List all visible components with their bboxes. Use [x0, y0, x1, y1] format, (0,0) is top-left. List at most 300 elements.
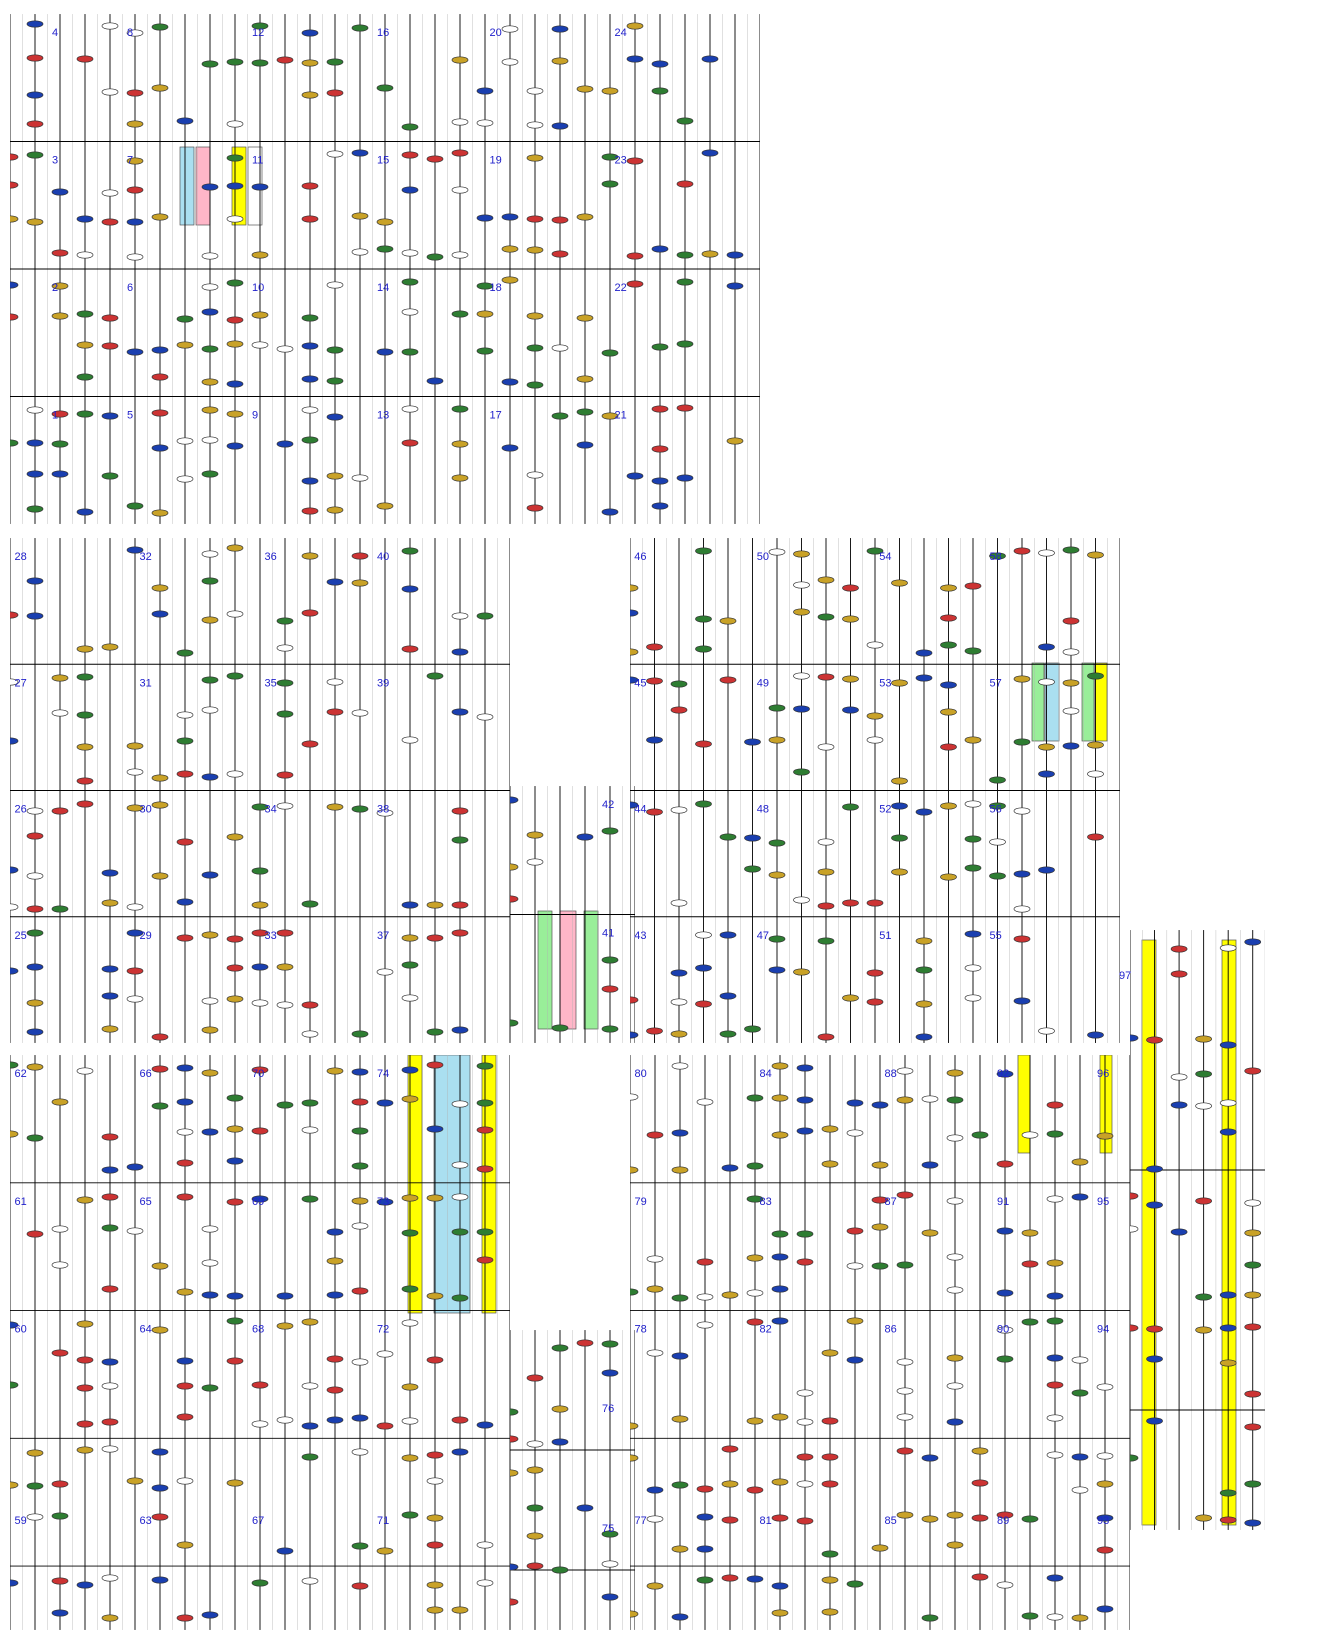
lane-marker[interactable]	[1014, 998, 1030, 1004]
lane-marker[interactable]	[720, 834, 736, 840]
lane-marker[interactable]	[527, 832, 543, 838]
lane-marker[interactable]	[1072, 1615, 1088, 1621]
lane-marker[interactable]	[102, 23, 118, 29]
lane-marker[interactable]	[52, 1099, 68, 1105]
lane-marker[interactable]	[1047, 1355, 1063, 1361]
lane-marker[interactable]	[352, 1288, 368, 1294]
lane-marker[interactable]	[177, 771, 193, 777]
lane-marker[interactable]	[794, 582, 810, 588]
lane-marker[interactable]	[647, 737, 663, 743]
lane-marker[interactable]	[502, 59, 518, 65]
lane-marker[interactable]	[602, 957, 618, 963]
lane-marker[interactable]	[997, 1290, 1013, 1296]
lane-marker[interactable]	[452, 311, 468, 317]
lane-marker[interactable]	[602, 181, 618, 187]
lane-marker[interactable]	[102, 1575, 118, 1581]
lane-marker[interactable]	[1147, 1166, 1163, 1172]
lane-marker[interactable]	[402, 1418, 418, 1424]
lane-marker[interactable]	[696, 801, 712, 807]
lane-marker[interactable]	[947, 1135, 963, 1141]
panel-bottom-center[interactable]	[510, 1330, 635, 1630]
lane-marker[interactable]	[892, 869, 908, 875]
lane-marker[interactable]	[892, 580, 908, 586]
lane-marker[interactable]	[872, 1545, 888, 1551]
lane-marker[interactable]	[352, 25, 368, 31]
lane-marker[interactable]	[552, 217, 568, 223]
lane-marker[interactable]	[630, 1423, 638, 1429]
lane-marker[interactable]	[477, 348, 493, 354]
lane-marker[interactable]	[10, 968, 18, 974]
lane-marker[interactable]	[302, 437, 318, 443]
lane-marker[interactable]	[652, 478, 668, 484]
lane-marker[interactable]	[177, 1289, 193, 1295]
lane-marker[interactable]	[822, 1577, 838, 1583]
lane-marker[interactable]	[916, 938, 932, 944]
lane-marker[interactable]	[52, 675, 68, 681]
lane-marker[interactable]	[672, 1295, 688, 1301]
lane-marker[interactable]	[10, 182, 18, 188]
lane-marker[interactable]	[277, 964, 293, 970]
lane-marker[interactable]	[1220, 1360, 1236, 1366]
lane-marker[interactable]	[202, 379, 218, 385]
lane-marker[interactable]	[302, 1454, 318, 1460]
lane-marker[interactable]	[1072, 1390, 1088, 1396]
lane-marker[interactable]	[1245, 1068, 1261, 1074]
lane-marker[interactable]	[377, 1351, 393, 1357]
lane-marker[interactable]	[972, 1132, 988, 1138]
lane-marker[interactable]	[990, 777, 1006, 783]
lane-marker[interactable]	[797, 1259, 813, 1265]
lane-marker[interactable]	[227, 59, 243, 65]
lane-marker[interactable]	[227, 834, 243, 840]
lane-marker[interactable]	[1072, 1357, 1088, 1363]
lane-marker[interactable]	[671, 807, 687, 813]
lane-marker[interactable]	[177, 1129, 193, 1135]
lane-marker[interactable]	[452, 1417, 468, 1423]
lane-marker[interactable]	[52, 313, 68, 319]
lane-marker[interactable]	[127, 743, 143, 749]
lane-marker[interactable]	[327, 679, 343, 685]
lane-marker[interactable]	[647, 644, 663, 650]
lane-marker[interactable]	[177, 316, 193, 322]
lane-marker[interactable]	[527, 122, 543, 128]
lane-marker[interactable]	[327, 507, 343, 513]
lane-marker[interactable]	[552, 1567, 568, 1573]
lane-marker[interactable]	[1039, 679, 1055, 685]
lane-marker[interactable]	[402, 902, 418, 908]
lane-marker[interactable]	[452, 1194, 468, 1200]
lane-marker[interactable]	[947, 1512, 963, 1518]
lane-marker[interactable]	[352, 580, 368, 586]
lane-marker[interactable]	[202, 1027, 218, 1033]
lane-marker[interactable]	[696, 741, 712, 747]
lane-marker[interactable]	[922, 1615, 938, 1621]
lane-marker[interactable]	[102, 1225, 118, 1231]
lane-marker[interactable]	[1245, 1391, 1261, 1397]
lane-marker[interactable]	[27, 808, 43, 814]
lane-marker[interactable]	[965, 865, 981, 871]
lane-marker[interactable]	[1171, 971, 1187, 977]
lane-marker[interactable]	[177, 118, 193, 124]
lane-marker[interactable]	[352, 150, 368, 156]
lane-marker[interactable]	[102, 870, 118, 876]
lane-marker[interactable]	[52, 1262, 68, 1268]
lane-marker[interactable]	[652, 61, 668, 67]
lane-marker[interactable]	[527, 1467, 543, 1473]
lane-marker[interactable]	[1063, 649, 1079, 655]
lane-marker[interactable]	[277, 1102, 293, 1108]
lane-marker[interactable]	[1047, 1382, 1063, 1388]
lane-marker[interactable]	[671, 999, 687, 1005]
lane-marker[interactable]	[997, 1356, 1013, 1362]
lane-marker[interactable]	[1147, 1037, 1163, 1043]
lane-marker[interactable]	[769, 737, 785, 743]
lane-marker[interactable]	[152, 445, 168, 451]
lane-marker[interactable]	[202, 61, 218, 67]
lane-marker[interactable]	[327, 1417, 343, 1423]
lane-marker[interactable]	[227, 1358, 243, 1364]
lane-marker[interactable]	[1245, 939, 1261, 945]
lane-marker[interactable]	[252, 1000, 268, 1006]
lane-marker[interactable]	[647, 1028, 663, 1034]
lane-marker[interactable]	[972, 1574, 988, 1580]
lane-marker[interactable]	[402, 187, 418, 193]
lane-marker[interactable]	[897, 1448, 913, 1454]
lane-marker[interactable]	[327, 709, 343, 715]
lane-marker[interactable]	[1147, 1202, 1163, 1208]
lane-marker[interactable]	[102, 1026, 118, 1032]
lane-marker[interactable]	[402, 124, 418, 130]
lane-marker[interactable]	[52, 808, 68, 814]
lane-marker[interactable]	[202, 437, 218, 443]
lane-marker[interactable]	[202, 1260, 218, 1266]
lane-marker[interactable]	[27, 906, 43, 912]
lane-marker[interactable]	[1047, 1452, 1063, 1458]
lane-marker[interactable]	[872, 1263, 888, 1269]
lane-marker[interactable]	[702, 56, 718, 62]
lane-marker[interactable]	[847, 1100, 863, 1106]
lane-marker[interactable]	[997, 1582, 1013, 1588]
lane-marker[interactable]	[377, 219, 393, 225]
lane-marker[interactable]	[1047, 1318, 1063, 1324]
lane-marker[interactable]	[1072, 1194, 1088, 1200]
lane-marker[interactable]	[1014, 906, 1030, 912]
lane-marker[interactable]	[702, 251, 718, 257]
lane-marker[interactable]	[1088, 742, 1104, 748]
lane-marker[interactable]	[177, 1542, 193, 1548]
lane-marker[interactable]	[696, 965, 712, 971]
lane-marker[interactable]	[769, 549, 785, 555]
lane-marker[interactable]	[965, 965, 981, 971]
lane-marker[interactable]	[627, 281, 643, 287]
lane-marker[interactable]	[202, 774, 218, 780]
lane-marker[interactable]	[152, 1103, 168, 1109]
lane-marker[interactable]	[427, 673, 443, 679]
lane-marker[interactable]	[602, 1561, 618, 1567]
lane-marker[interactable]	[252, 184, 268, 190]
lane-marker[interactable]	[527, 247, 543, 253]
lane-marker[interactable]	[127, 769, 143, 775]
lane-marker[interactable]	[627, 23, 643, 29]
lane-marker[interactable]	[922, 1455, 938, 1461]
lane-marker[interactable]	[1245, 1262, 1261, 1268]
lane-marker[interactable]	[677, 475, 693, 481]
lane-marker[interactable]	[402, 1512, 418, 1518]
lane-marker[interactable]	[202, 284, 218, 290]
lane-marker[interactable]	[77, 1321, 93, 1327]
lane-marker[interactable]	[227, 1158, 243, 1164]
lane-marker[interactable]	[477, 1580, 493, 1586]
lane-marker[interactable]	[227, 936, 243, 942]
lane-marker[interactable]	[202, 617, 218, 623]
lane-marker[interactable]	[647, 678, 663, 684]
lane-marker[interactable]	[1022, 1261, 1038, 1267]
lane-marker[interactable]	[794, 969, 810, 975]
lane-marker[interactable]	[510, 1599, 518, 1605]
lane-marker[interactable]	[127, 349, 143, 355]
lane-marker[interactable]	[27, 1450, 43, 1456]
lane-marker[interactable]	[77, 342, 93, 348]
lane-marker[interactable]	[177, 1194, 193, 1200]
lane-marker[interactable]	[202, 309, 218, 315]
lane-marker[interactable]	[1088, 1032, 1104, 1038]
lane-marker[interactable]	[152, 510, 168, 516]
lane-marker[interactable]	[822, 1609, 838, 1615]
lane-marker[interactable]	[52, 1350, 68, 1356]
lane-marker[interactable]	[27, 407, 43, 413]
lane-marker[interactable]	[1245, 1520, 1261, 1526]
lane-marker[interactable]	[352, 1031, 368, 1037]
lane-marker[interactable]	[227, 965, 243, 971]
lane-marker[interactable]	[847, 1581, 863, 1587]
lane-marker[interactable]	[27, 121, 43, 127]
lane-marker[interactable]	[427, 156, 443, 162]
lane-marker[interactable]	[897, 1388, 913, 1394]
lane-marker[interactable]	[202, 578, 218, 584]
lane-marker[interactable]	[947, 1355, 963, 1361]
lane-marker[interactable]	[577, 315, 593, 321]
lane-marker[interactable]	[745, 866, 761, 872]
lane-marker[interactable]	[941, 585, 957, 591]
lane-marker[interactable]	[847, 1263, 863, 1269]
lane-marker[interactable]	[452, 613, 468, 619]
lane-marker[interactable]	[1022, 1516, 1038, 1522]
lane-marker[interactable]	[10, 216, 18, 222]
lane-marker[interactable]	[252, 1128, 268, 1134]
lane-marker[interactable]	[822, 1551, 838, 1557]
lane-marker[interactable]	[647, 1516, 663, 1522]
lane-marker[interactable]	[102, 1286, 118, 1292]
lane-marker[interactable]	[630, 649, 638, 655]
lane-marker[interactable]	[327, 59, 343, 65]
lane-marker[interactable]	[772, 1610, 788, 1616]
lane-marker[interactable]	[947, 1419, 963, 1425]
lane-marker[interactable]	[77, 1447, 93, 1453]
lane-marker[interactable]	[177, 1478, 193, 1484]
lane-marker[interactable]	[252, 964, 268, 970]
lane-marker[interactable]	[671, 707, 687, 713]
lane-marker[interactable]	[152, 85, 168, 91]
lane-marker[interactable]	[102, 343, 118, 349]
lane-marker[interactable]	[941, 682, 957, 688]
lane-marker[interactable]	[552, 1345, 568, 1351]
lane-marker[interactable]	[696, 932, 712, 938]
lane-marker[interactable]	[630, 1455, 638, 1461]
lane-marker[interactable]	[227, 216, 243, 222]
lane-marker[interactable]	[916, 675, 932, 681]
lane-marker[interactable]	[772, 1063, 788, 1069]
lane-marker[interactable]	[452, 150, 468, 156]
lane-marker[interactable]	[452, 649, 468, 655]
lane-marker[interactable]	[10, 1482, 18, 1488]
lane-marker[interactable]	[652, 88, 668, 94]
lane-marker[interactable]	[477, 1422, 493, 1428]
lane-marker[interactable]	[941, 744, 957, 750]
lane-marker[interactable]	[227, 411, 243, 417]
lane-marker[interactable]	[527, 313, 543, 319]
lane-marker[interactable]	[452, 808, 468, 814]
lane-marker[interactable]	[602, 88, 618, 94]
lane-marker[interactable]	[1097, 1384, 1113, 1390]
lane-marker[interactable]	[1171, 946, 1187, 952]
lane-marker[interactable]	[277, 346, 293, 352]
lane-marker[interactable]	[27, 21, 43, 27]
lane-marker[interactable]	[922, 1096, 938, 1102]
lane-marker[interactable]	[102, 1383, 118, 1389]
lane-marker[interactable]	[747, 1095, 763, 1101]
lane-marker[interactable]	[630, 1289, 638, 1295]
lane-marker[interactable]	[402, 646, 418, 652]
lane-marker[interactable]	[916, 1001, 932, 1007]
lane-marker[interactable]	[152, 1485, 168, 1491]
lane-marker[interactable]	[1245, 1200, 1261, 1206]
lane-marker[interactable]	[916, 809, 932, 815]
lane-marker[interactable]	[867, 642, 883, 648]
lane-marker[interactable]	[252, 342, 268, 348]
lane-marker[interactable]	[77, 1421, 93, 1427]
lane-marker[interactable]	[797, 1097, 813, 1103]
lane-marker[interactable]	[402, 1455, 418, 1461]
lane-marker[interactable]	[402, 1230, 418, 1236]
lane-marker[interactable]	[630, 610, 638, 616]
lane-marker[interactable]	[227, 1318, 243, 1324]
lane-marker[interactable]	[252, 1382, 268, 1388]
lane-marker[interactable]	[227, 280, 243, 286]
lane-marker[interactable]	[965, 583, 981, 589]
lane-marker[interactable]	[102, 1446, 118, 1452]
lane-marker[interactable]	[720, 618, 736, 624]
lane-marker[interactable]	[577, 442, 593, 448]
lane-marker[interactable]	[152, 1263, 168, 1269]
lane-marker[interactable]	[252, 252, 268, 258]
lane-marker[interactable]	[202, 407, 218, 413]
lane-marker[interactable]	[510, 1409, 518, 1415]
lane-marker[interactable]	[697, 1294, 713, 1300]
lane-marker[interactable]	[947, 1542, 963, 1548]
lane-marker[interactable]	[52, 1578, 68, 1584]
lane-marker[interactable]	[747, 1163, 763, 1169]
lane-marker[interactable]	[102, 900, 118, 906]
lane-marker[interactable]	[947, 1287, 963, 1293]
lane-marker[interactable]	[990, 839, 1006, 845]
lane-marker[interactable]	[1130, 1035, 1138, 1041]
lane-marker[interactable]	[696, 616, 712, 622]
lane-marker[interactable]	[720, 677, 736, 683]
lane-marker[interactable]	[377, 1423, 393, 1429]
lane-marker[interactable]	[722, 1446, 738, 1452]
lane-marker[interactable]	[302, 343, 318, 349]
lane-marker[interactable]	[941, 874, 957, 880]
lane-marker[interactable]	[745, 1026, 761, 1032]
lane-marker[interactable]	[402, 250, 418, 256]
lane-marker[interactable]	[402, 152, 418, 158]
lane-marker[interactable]	[227, 673, 243, 679]
lane-marker[interactable]	[672, 1614, 688, 1620]
lane-marker[interactable]	[27, 1064, 43, 1070]
lane-marker[interactable]	[477, 1063, 493, 1069]
lane-marker[interactable]	[252, 60, 268, 66]
lane-marker[interactable]	[552, 1406, 568, 1412]
lane-marker[interactable]	[627, 473, 643, 479]
lane-marker[interactable]	[302, 741, 318, 747]
lane-marker[interactable]	[965, 995, 981, 1001]
lane-marker[interactable]	[402, 440, 418, 446]
lane-marker[interactable]	[77, 311, 93, 317]
lane-marker[interactable]	[1196, 1515, 1212, 1521]
lane-marker[interactable]	[477, 88, 493, 94]
lane-marker[interactable]	[577, 86, 593, 92]
lane-marker[interactable]	[452, 1027, 468, 1033]
lane-marker[interactable]	[77, 712, 93, 718]
lane-marker[interactable]	[177, 899, 193, 905]
lane-marker[interactable]	[552, 1025, 568, 1031]
lane-marker[interactable]	[452, 252, 468, 258]
lane-marker[interactable]	[867, 737, 883, 743]
lane-marker[interactable]	[102, 1419, 118, 1425]
lane-marker[interactable]	[769, 967, 785, 973]
lane-marker[interactable]	[427, 1542, 443, 1548]
lane-marker[interactable]	[227, 341, 243, 347]
lane-marker[interactable]	[843, 995, 859, 1001]
lane-marker[interactable]	[277, 1002, 293, 1008]
lane-marker[interactable]	[577, 834, 593, 840]
lane-marker[interactable]	[402, 995, 418, 1001]
lane-marker[interactable]	[277, 618, 293, 624]
lane-marker[interactable]	[794, 673, 810, 679]
lane-marker[interactable]	[152, 1449, 168, 1455]
lane-marker[interactable]	[302, 60, 318, 66]
lane-marker[interactable]	[102, 89, 118, 95]
lane-marker[interactable]	[502, 445, 518, 451]
lane-marker[interactable]	[152, 1514, 168, 1520]
lane-marker[interactable]	[102, 644, 118, 650]
lane-marker[interactable]	[602, 1026, 618, 1032]
lane-marker[interactable]	[377, 1548, 393, 1554]
lane-marker[interactable]	[1147, 1418, 1163, 1424]
lane-marker[interactable]	[1022, 1230, 1038, 1236]
lane-marker[interactable]	[127, 996, 143, 1002]
lane-marker[interactable]	[302, 508, 318, 514]
lane-marker[interactable]	[941, 615, 957, 621]
lane-marker[interactable]	[27, 55, 43, 61]
lane-marker[interactable]	[427, 1062, 443, 1068]
lane-marker[interactable]	[577, 214, 593, 220]
lane-marker[interactable]	[1245, 1424, 1261, 1430]
lane-marker[interactable]	[1039, 1028, 1055, 1034]
lane-marker[interactable]	[277, 645, 293, 651]
lane-marker[interactable]	[177, 738, 193, 744]
lane-marker[interactable]	[302, 183, 318, 189]
